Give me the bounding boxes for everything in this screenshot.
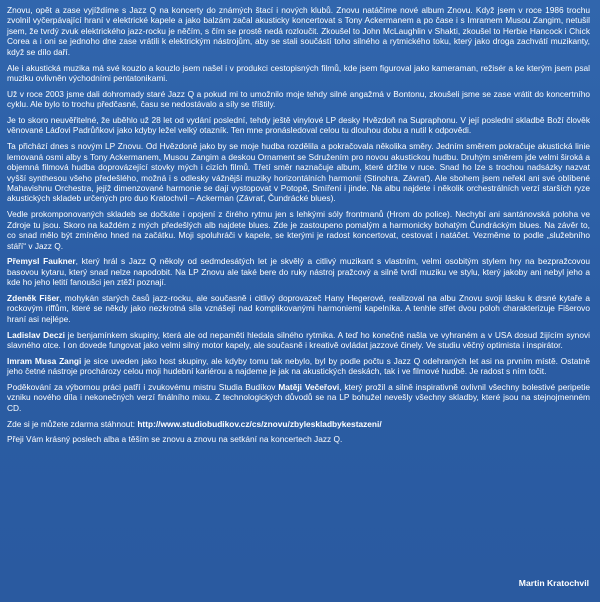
text-run: Znovu, opět a zase vyjíždíme s Jazz Q na koncerty do známých štací i nových klubů. Znovu natáčíme nové album Znovu. Když jsem v roce 1986 trochu zvolnil vyčerpávající hraní v elektrické kapele a jako balzám začal akusticky koncertovat s Tony Ackermanem a po čase i s Imramem Musou Zangim, netušil jsem, že tvrdý zvuk elektrického jazz-rocku je něčím, s čím se prostě nedá rozloučit. Zkoušel to John McLaughlin v Shakti, zkoušel to Herbie Hancock i Chick Corea a i oni se jednoho dne zase vrátili k elektrickým nástrojům, aby se stali součástí toho silného a rytmického toku, který jako droga zachvátí muzikanty, když se dílo daří. (7, 5, 590, 57)
text-run: Vedle prokomponovaných skladeb se dočkáte i opojení z čirého rytmu jen s lehkými sóly frontmanů (Hrom do police). Nechybí ani santánovská poloha ve Zdroje tu jsou. Skoro na každém z mých předešlých alb najdete blues. Zde je zastoupeno pomalým a harmonicky bohatým Čundráckým blues. Na závěr to, co snad mělo být zmíněno hned na začátku. Moji spoluhráči v kapele, se kterými je radost koncertovat, cestovat i natáčet. Vezměme to podle „služebního stáří“ v Jazz Q. (7, 209, 590, 251)
thanks-paragraph (7, 382, 590, 413)
intro-paragraph (7, 5, 590, 57)
bontonu-paragraph (7, 89, 590, 110)
text-run: je benjamínkem skupiny, která ale od nepaměti hledala silného rytmika. A teď ho konečně našla ve vyhraném a v USA dosud žijícím synovi slavného otce. I on dovede fungovat jako velmi silný motor kapely, ale současně i kreativě ovládat jazzové činely. Ve studiu věčný optimista i inspirátor. (7, 329, 590, 351)
author-signature: Martin Kratochvil (518, 578, 589, 588)
liner-notes-text (7, 5, 590, 445)
text-run: Je to skoro neuvěřitelné, že uběhlo už 28 let od vydání poslední, tehdy ještě vinylové LP desky Hvězdoň na Supraphonu. V její poslední skladbě Boží člověk věnované Láďovi Padrůňkovi jako kdyby ležel velký otazník. Ten mne pronásledoval celou tu dlouhou dobu a nutil k odpovědi. (7, 114, 590, 136)
text-run: Poděkování za výbornou práci patří i zvukovému mistru Studia Budíkov (7, 382, 279, 393)
vinyl-paragraph (7, 115, 590, 136)
closing-paragraph (7, 434, 590, 444)
text-run: Ta přichází dnes s novým LP Znovu. Od Hvězdoně jako by se moje hudba rozdělila a pokračovala několika směry. Jedním směrem pokračuje akustická linie lemovaná osmi alby s Tony Ackermanem, Musou Zangim a deskou Ornament se Sdružením pro novou akustickou hudbu. Druhým směrem jde velmi široká a objemná filmová hudba doprovázející stovky mých i cizích filmů. Třetí směr naznačuje album, které držíte v ruce. Snad ho lze s trochou nadsázky nazvat vyšší synthesou všeho předešlého, možná i s odlesky vážnější muziky horizontálních harmonií (Stinohra, Závrať). Ale sbohem jsem neřekl ani své oblíbené Mahavishnu Orchestra, jejíž dimenzované harmonie se dají vystopovat v Potopě, Smíření i jinde. Na albu najdete i několik orchestrálních verzí starších ryze akustických skladeb určených pro duo Kratochvíl – Ackerman (Závrať, Čundrácké blues). (7, 141, 590, 204)
download-paragraph (7, 419, 590, 429)
fiser-paragraph (7, 293, 590, 324)
deczi-paragraph (7, 330, 590, 351)
acoustic-paragraph (7, 63, 590, 84)
bold-name: Ladislav Deczi (7, 329, 65, 340)
text-run: Už v roce 2003 jsme dali dohromady staré Jazz Q a pokud mi to umožnilo moje tehdy silné angažmá v Bontonu, zkoušeli jsme se zase vrátit do koncertního cyklu. Ale bylo to trochu předčasné, času se nedostávalo a síly se tříštily. (7, 88, 590, 110)
tracks-paragraph (7, 209, 590, 251)
bold-name: http://www.studiobudikov.cz/cs/znovu/zbyleskladbykestazeni/ (137, 418, 382, 429)
directions-paragraph (7, 141, 590, 204)
faukner-paragraph (7, 256, 590, 287)
text-run: je sice uveden jako host skupiny, ale kdyby tomu tak nebylo, byl by podle počtu s Jazz Q odehraných let asi na prvním místě. Ostatně jeho četné nástroje prochározy celou moji hudební kariérou a najdeme je jak na akustických deskách, tak i ve filmové hudbě. Je radost s ním točit. (7, 355, 590, 377)
bold-name: Přemysl Faukner (7, 256, 76, 267)
zangi-paragraph (7, 356, 590, 377)
bold-name: Matěji Večeřovi (278, 382, 340, 393)
text-run: Přeji Vám krásný poslech alba a těším se znovu a znovu na setkání na koncertech Jazz Q. (7, 434, 343, 445)
bold-name: Imram Musa Zangi (7, 355, 82, 366)
bold-name: Zdeněk Fišer (7, 292, 60, 303)
text-run: , který hrál s Jazz Q několy od sedmdesátých let je skvělý a citlivý muzikant s vlastním, velmi osobitým stylem hry na bezpražcovou basovou kytaru, který snad nelze napodobit. Na LP Znovu ale také bere do ruky nástroj pražcový a silně tvrdí muziku ve stylu, který jakoby ani nebyl jeho a kde ho jeho letití fanoušci jen ztěží poznají. (7, 256, 591, 288)
text-run: , který prožil a silně inspirativně ovlivnil všechny bolestivé peripetie vzniku nového díla i nekonečných verzí finálního mixu. Z technologických důvodů se na LP bohužel nevešly všechny skladby, které jsou na stejnojmenném CD. (7, 382, 590, 413)
text-run: Ale i akustická muzika má své kouzlo a kouzlo jsem našel i v produkci cestopisných filmů, kde jsem figuroval jako kameraman, režisér a ke kterým jsem psal muziku ovlivněn východními pentatonikami. (7, 62, 590, 84)
text-run: , mohykán starých časů jazz-rocku, ale současně i citlivý doprovazeč Hany Hegerové, realizoval na albu Znovu svoji lásku k drsné kytaře a rockovým riffům, které se někdy jako nezkrotná síla vznášejí nad komplikovanými harmoniemi kapelníka. A tenhle střet dvou poloh charakterizuje Fišerovo hraní asi nejlépe. (7, 292, 590, 324)
text-run: Zde si je můžete zdarma stáhnout: (7, 418, 138, 429)
